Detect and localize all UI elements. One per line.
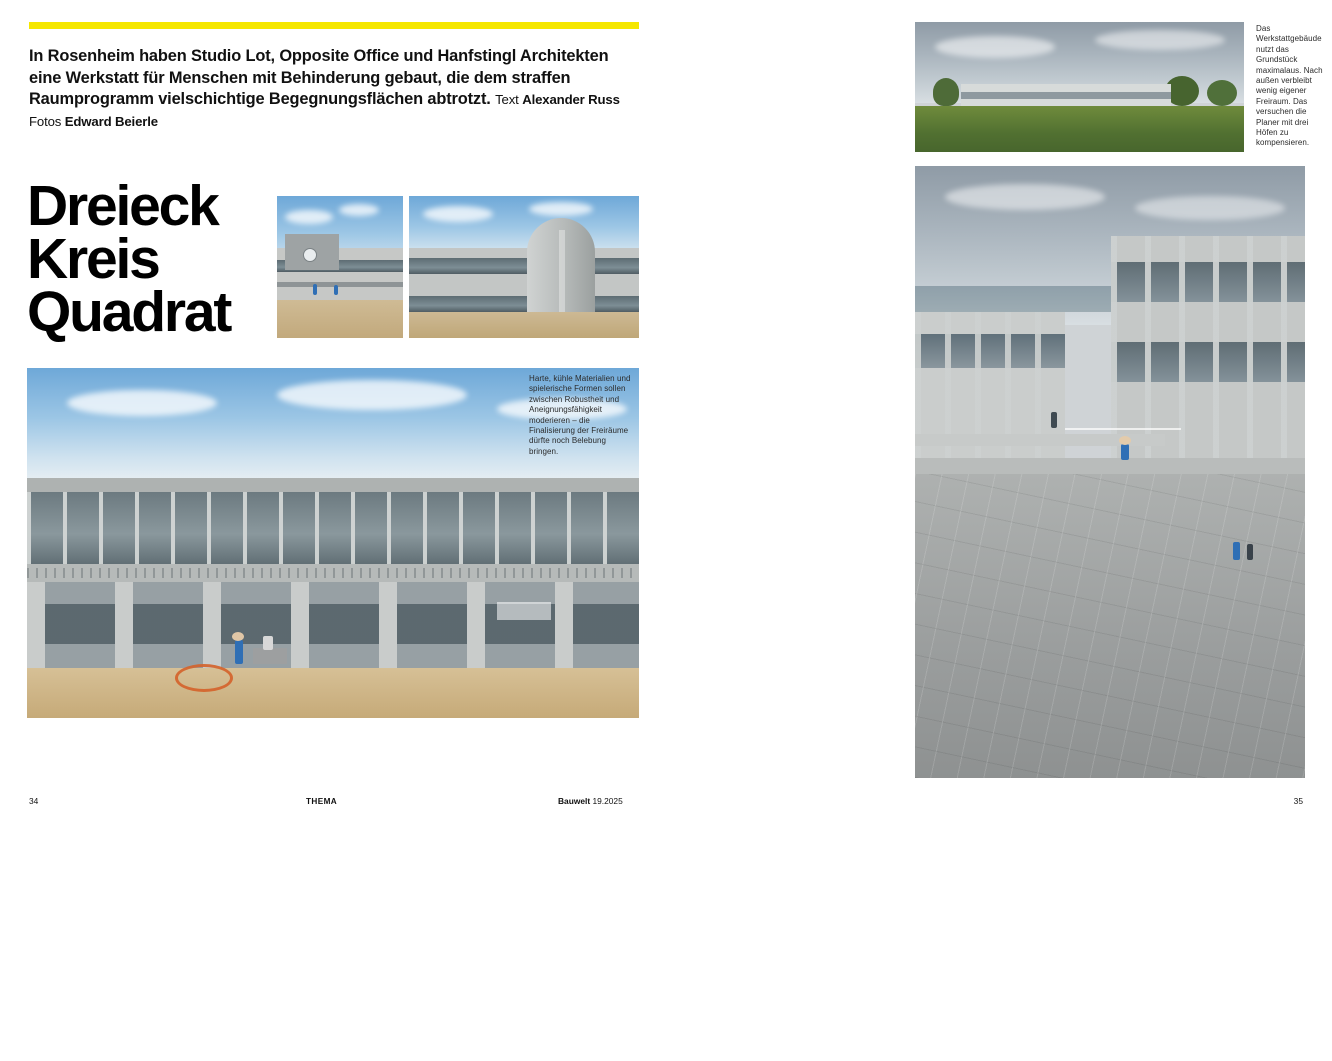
left-page <box>0 0 666 842</box>
folio-issue-left: 19.2025 <box>592 796 623 806</box>
photo-stair-tower <box>409 196 639 338</box>
deck-text: In Rosenheim haben Studio Lot, Opposite Office und Hanfstingl Architekten eine Werkstatt für Menschen mit Behinderung gebaut, die dem straffen Raumprogramm vielschichtige Begegnungsflächen abtrotzt. <box>29 47 609 108</box>
title-line-1: Dreieck <box>27 174 218 238</box>
page-title <box>27 174 287 344</box>
caption-meadow: Das Werkstattgebäude nutzt das Grundstück maximalaus. Nach außen verbleibt wenig eigener Freiraum. Das versuchen die Planer mit drei Höfen zu kompensieren. <box>1256 24 1323 148</box>
credit-photographer: Edward Beierle <box>64 113 158 129</box>
folio-page-number-right: 35 <box>1293 796 1303 806</box>
credit-author: Alexander Russ <box>522 92 620 107</box>
photo-roof-courtyard <box>915 166 1305 778</box>
credit-photo-label: Fotos <box>29 113 62 129</box>
caption-facade: Harte, kühle Materialien und spielerische Formen sollen zwischen Robustheit und Aneignungsfähigkeit moderieren – die Finalisierung der Freiräume dürfte noch Belebung bringen. <box>529 374 631 456</box>
title-line-2: Kreis <box>27 227 159 291</box>
yellow-rule <box>29 22 639 29</box>
article-deck <box>29 46 639 132</box>
folio-section-left: THEMA <box>306 797 338 806</box>
photo-building-entrance <box>277 196 403 338</box>
folio-publication-name-left: Bauwelt <box>558 796 591 806</box>
photo-meadow-context <box>915 22 1244 152</box>
folio-page-number-left: 34 <box>29 796 39 806</box>
title-line-3: Quadrat <box>27 280 231 344</box>
credit-text-label: Text <box>495 92 519 107</box>
right-page <box>666 0 1332 842</box>
folio-publication-left <box>558 796 623 806</box>
